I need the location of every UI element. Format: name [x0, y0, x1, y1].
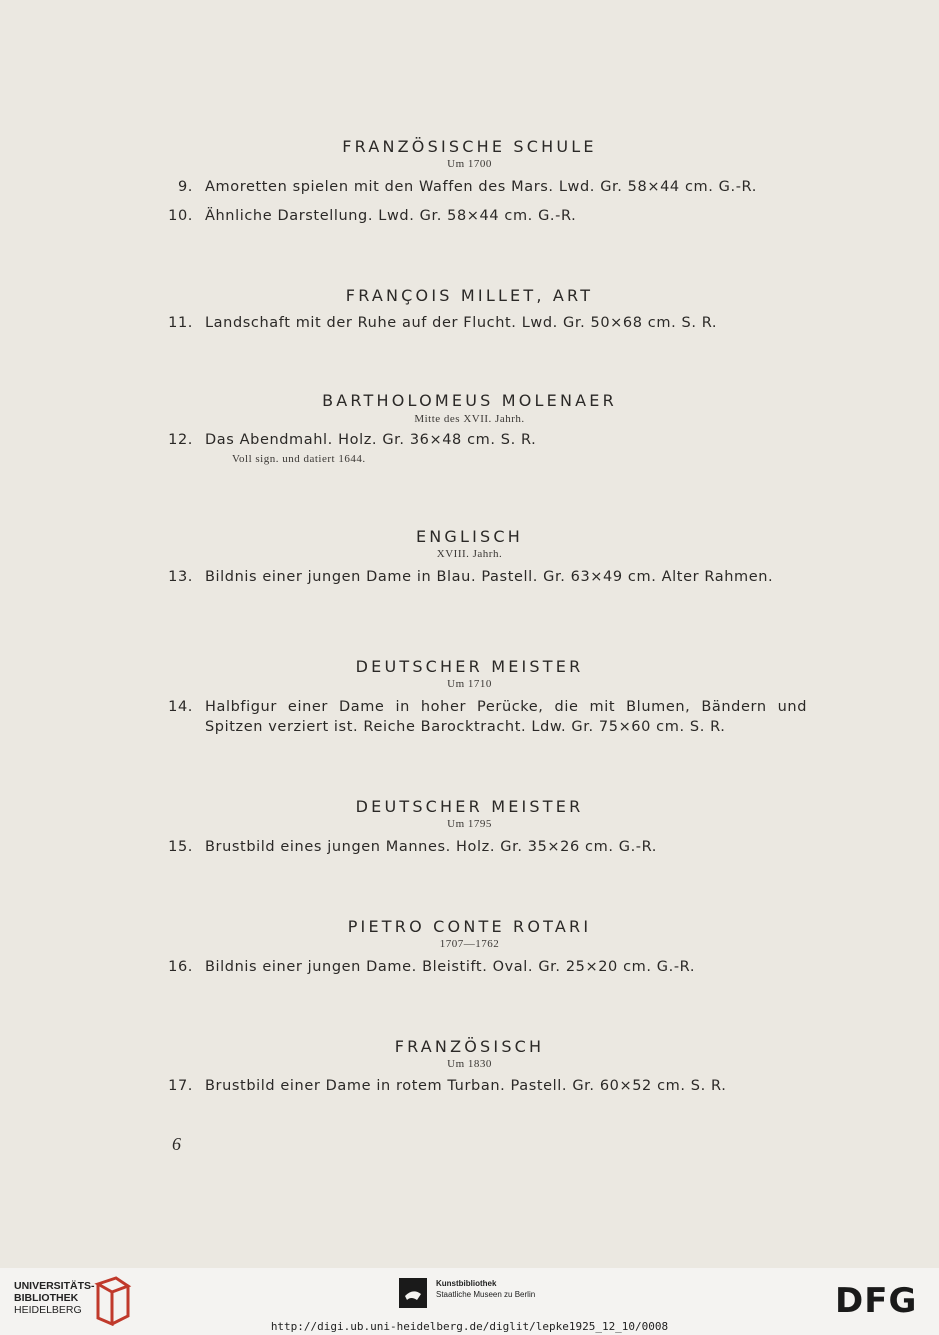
entry-number: 14.: [168, 699, 193, 715]
section-heading: FRANÇOIS MILLET, ART: [345, 286, 594, 305]
catalog-entry: [165, 837, 807, 857]
entry-text: Amoretten spielen mit den Waffen des Mars. Lwd. Gr. 58×44 cm. G.-R.: [205, 179, 757, 195]
section-heading: PIETRO CONTE ROTARI: [347, 917, 592, 936]
dfg-logo-text: DFG: [835, 1282, 918, 1316]
catalog-entry: [165, 177, 807, 197]
section-heading: FRANZÖSISCHE SCHULE: [342, 137, 597, 156]
catalog-entry: [165, 430, 807, 450]
dfg-logo-icon[interactable]: [835, 1282, 927, 1316]
section-date: Um 1710: [447, 678, 492, 690]
section-date: Um 1795: [447, 818, 492, 830]
ub-heidelberg-logo-text[interactable]: [14, 1280, 95, 1316]
entry-text: Bildnis einer jungen Dame in Blau. Pastell. Gr. 63×49 cm. Alter Rahmen.: [205, 569, 774, 585]
entry-text: Halbfigur einer Dame in hoher Perücke, die mit Blumen, Bändern und Spitzen verziert ist. Reiche Barocktracht. Ldw. Gr. 75×60 cm. S. R.: [205, 699, 807, 735]
entry-number: 15.: [168, 839, 193, 855]
entry-number: 13.: [168, 569, 193, 585]
catalog-entry: [165, 697, 807, 737]
entry-number: 17.: [168, 1078, 193, 1094]
ub-heidelberg-logo-icon[interactable]: [94, 1276, 132, 1326]
section-date: XVIII. Jahrh.: [436, 548, 503, 560]
entry-text: Landschaft mit der Ruhe auf der Flucht. Lwd. Gr. 50×68 cm. S. R.: [205, 315, 718, 331]
section-heading: DEUTSCHER MEISTER: [355, 657, 584, 676]
entry-text: Brustbild einer Dame in rotem Turban. Pastell. Gr. 60×52 cm. S. R.: [205, 1078, 727, 1094]
ub-line-1: UNIVERSITÄTS-: [14, 1280, 95, 1292]
entry-text: Bildnis einer jungen Dame. Bleistift. Oval. Gr. 25×20 cm. G.-R.: [205, 959, 696, 975]
section-heading: BARTHOLOMEUS MOLENAER: [322, 391, 617, 410]
catalog-entry: [165, 313, 807, 333]
entry-number: 16.: [168, 959, 193, 975]
kb-line-1: Kunstbibliothek: [436, 1279, 497, 1288]
entry-number: 11.: [168, 315, 193, 331]
section-heading: ENGLISCH: [415, 527, 524, 546]
catalog-entry: [165, 206, 807, 226]
entry-number: 10.: [168, 208, 193, 224]
permalink-url[interactable]: http://digi.ub.uni-heidelberg.de/diglit/lepke1925_12_10/0008: [270, 1320, 669, 1333]
page-number: 6: [172, 1134, 181, 1154]
section-date: 1707—1762: [439, 938, 500, 950]
catalog-entry: [165, 567, 807, 587]
entry-text: Das Abendmahl. Holz. Gr. 36×48 cm. S. R.: [205, 432, 537, 448]
entry-text: Ähnliche Darstellung. Lwd. Gr. 58×44 cm. G.-R.: [205, 208, 577, 224]
kunstbibliothek-logo-text[interactable]: [436, 1278, 535, 1300]
entry-text: Brustbild eines jungen Mannes. Holz. Gr. 35×26 cm. G.-R.: [205, 839, 657, 855]
section-date: Um 1830: [447, 1058, 492, 1070]
ub-line-3: HEIDELBERG: [14, 1304, 82, 1316]
catalog-entry: [165, 1076, 807, 1096]
catalog-entry: [165, 957, 807, 977]
section-date: Um 1700: [447, 158, 492, 170]
kb-line-2: Staatliche Museen zu Berlin: [436, 1290, 536, 1299]
ub-line-2: BIBLIOTHEK: [14, 1292, 79, 1304]
entry-number: 9.: [177, 179, 193, 195]
digitization-footer: [0, 1268, 939, 1335]
kunstbibliothek-logo-icon[interactable]: [399, 1278, 427, 1308]
entry-number: 12.: [168, 432, 193, 448]
section-heading: FRANZÖSISCH: [394, 1037, 545, 1056]
section-heading: DEUTSCHER MEISTER: [355, 797, 584, 816]
entry-note: Voll sign. und datiert 1644.: [232, 453, 366, 465]
section-date: Mitte des XVII. Jahrh.: [414, 413, 525, 425]
